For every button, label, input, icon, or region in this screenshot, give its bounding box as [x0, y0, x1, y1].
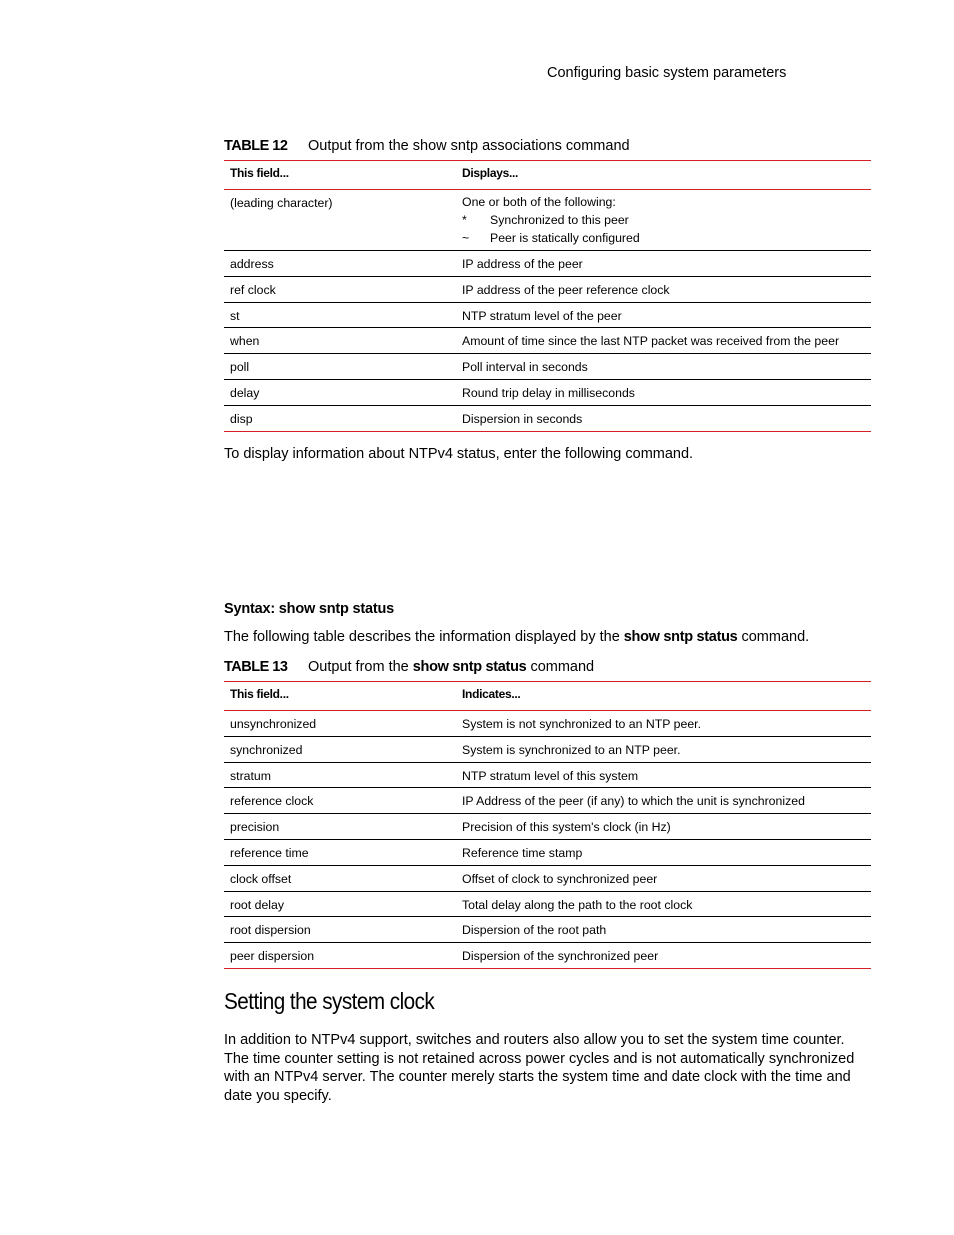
paragraph-text: The following table describes the information displayed by the [224, 629, 624, 645]
table-cell-field: (leading character) [224, 190, 456, 251]
table-cell-value [456, 190, 871, 251]
list-symbol: * [462, 213, 467, 227]
syntax-line: Syntax: show sntp status [224, 601, 395, 617]
table-cell-field: unsynchronized [224, 711, 456, 737]
table-13 [224, 681, 871, 969]
table-cell-value: Poll interval in seconds [456, 354, 871, 380]
table-13-caption [224, 659, 871, 675]
list-text: Peer is statically configured [490, 231, 640, 245]
table-13-title-after: command [526, 659, 595, 675]
table-cell-field: when [224, 328, 456, 354]
table-row [224, 736, 871, 762]
table-cell-value: IP Address of the peer (if any) to which the unit is synchronized [456, 788, 871, 814]
table-cell-value: Dispersion in seconds [456, 405, 871, 431]
table-cell-field: synchronized [224, 736, 456, 762]
table-cell-intro: One or both of the following: [462, 195, 616, 209]
sub-list [462, 211, 865, 247]
list-item [462, 211, 865, 229]
table-cell-value: Offset of clock to synchronized peer [456, 865, 871, 891]
table-cell-field: delay [224, 379, 456, 405]
table-row [224, 839, 871, 865]
table-row [224, 190, 871, 251]
table-cell-value: NTP stratum level of the peer [456, 302, 871, 328]
table-row [224, 762, 871, 788]
table-row [224, 814, 871, 840]
table-row [224, 711, 871, 737]
table-cell-field: stratum [224, 762, 456, 788]
table-cell-value: Round trip delay in milliseconds [456, 379, 871, 405]
table-row [224, 251, 871, 277]
table-row [224, 379, 871, 405]
table-13-title-before: Output from the [308, 659, 413, 675]
table-cell-value: Precision of this system's clock (in Hz) [456, 814, 871, 840]
column-header-field: This field... [224, 682, 456, 711]
paragraph-ntpv4-intro: To display information about NTPv4 status, enter the following command. [224, 446, 694, 462]
table-cell-field: clock offset [224, 865, 456, 891]
running-header: Configuring basic system parameters [547, 65, 787, 81]
table-12-number: TABLE 12 [224, 138, 288, 154]
table-cell-value: System is not synchronized to an NTP peer. [456, 711, 871, 737]
table-row [224, 328, 871, 354]
table-cell-field: peer dispersion [224, 943, 456, 969]
table-cell-value: IP address of the peer reference clock [456, 276, 871, 302]
list-text: Synchronized to this peer [490, 213, 629, 227]
paragraph-text: command. [737, 629, 810, 645]
table-header-row [224, 161, 871, 190]
table-12-title: Output from the show sntp associations command [308, 138, 630, 154]
table-12-caption [224, 138, 871, 154]
table-row [224, 276, 871, 302]
inline-command: show sntp status [623, 629, 738, 645]
table-cell-value: Dispersion of the root path [456, 917, 871, 943]
table-cell-field: ref clock [224, 276, 456, 302]
table-header-row [224, 682, 871, 711]
table-row [224, 405, 871, 431]
table-cell-field: root dispersion [224, 917, 456, 943]
table-12 [224, 160, 871, 432]
table-row [224, 917, 871, 943]
table-cell-field: reference clock [224, 788, 456, 814]
table-row [224, 865, 871, 891]
table-cell-value: IP address of the peer [456, 251, 871, 277]
table-13-title-command: show sntp status [412, 659, 527, 675]
paragraph-table13-intro [224, 628, 874, 647]
table-cell-value: Amount of time since the last NTP packet was received from the peer [456, 328, 871, 354]
table-row [224, 943, 871, 969]
table-cell-value: Reference time stamp [456, 839, 871, 865]
table-cell-field: precision [224, 814, 456, 840]
list-item [462, 229, 865, 247]
column-header-displays: Displays... [456, 161, 871, 190]
table-13-number: TABLE 13 [224, 659, 288, 675]
column-header-indicates: Indicates... [456, 682, 871, 711]
table-row [224, 302, 871, 328]
table-cell-value: Dispersion of the synchronized peer [456, 943, 871, 969]
table-cell-value: System is synchronized to an NTP peer. [456, 736, 871, 762]
table-row [224, 788, 871, 814]
table-cell-field: st [224, 302, 456, 328]
table-cell-field: poll [224, 354, 456, 380]
table-row [224, 354, 871, 380]
table-cell-field: disp [224, 405, 456, 431]
column-header-field: This field... [224, 161, 456, 190]
section-heading: Setting the system clock [224, 988, 435, 1014]
list-symbol: ~ [462, 231, 470, 245]
table-cell-value: NTP stratum level of this system [456, 762, 871, 788]
table-cell-field: root delay [224, 891, 456, 917]
table-cell-field: reference time [224, 839, 456, 865]
section-body: In addition to NTPv4 support, switches and routers also allow you to set the system time counter. The time counter setting is not retained across power cycles and is not automatically synchronized with an NTPv4 server. The counter merely starts the system time and date clock with the time and date you specify. [224, 1032, 855, 1104]
table-cell-value: Total delay along the path to the root clock [456, 891, 871, 917]
table-cell-field: address [224, 251, 456, 277]
table-row [224, 891, 871, 917]
